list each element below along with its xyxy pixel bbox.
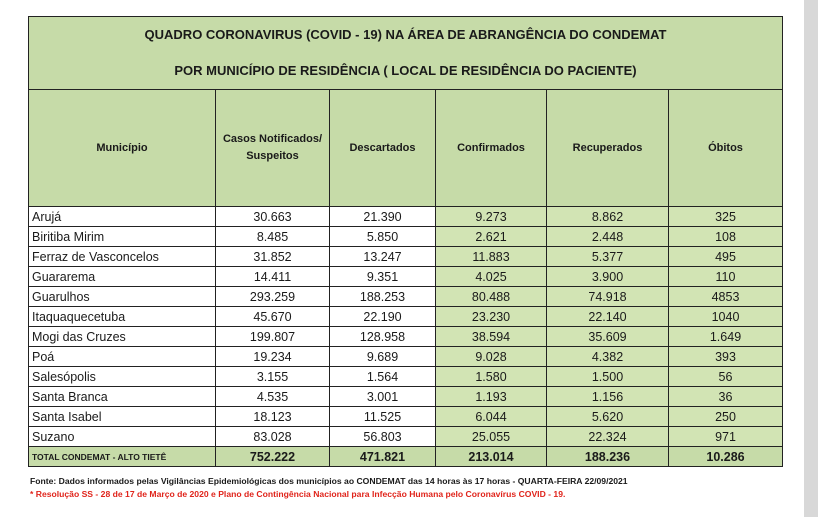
cell-recuperados: 1.500: [547, 367, 669, 387]
cell-obitos: 1040: [669, 307, 783, 327]
table-row: [29, 247, 783, 267]
cell-obitos: 1.649: [669, 327, 783, 347]
cell-municipio: Arujá: [29, 207, 216, 227]
cell-recuperados: 5.377: [547, 247, 669, 267]
table-row: [29, 327, 783, 347]
cell-casos: 45.670: [216, 307, 330, 327]
total-row: [29, 447, 783, 467]
cell-confirmados: 23.230: [436, 307, 547, 327]
cell-municipio: Guararema: [29, 267, 216, 287]
cell-descartados: 3.001: [330, 387, 436, 407]
cell-obitos: 4853: [669, 287, 783, 307]
table-row: [29, 267, 783, 287]
table-row: [29, 427, 783, 447]
cell-descartados: 5.850: [330, 227, 436, 247]
cell-obitos: 393: [669, 347, 783, 367]
col-header-recuperados: Recuperados: [547, 90, 669, 207]
cell-obitos: 250: [669, 407, 783, 427]
table-row: [29, 207, 783, 227]
cell-casos: 293.259: [216, 287, 330, 307]
cell-obitos: 36: [669, 387, 783, 407]
cell-municipio: Itaquaquecetuba: [29, 307, 216, 327]
col-header-obitos: Óbitos: [669, 90, 783, 207]
col-header-confirmados: Confirmados: [436, 90, 547, 207]
cell-obitos: 56: [669, 367, 783, 387]
cell-descartados: 9.689: [330, 347, 436, 367]
cell-municipio: Santa Isabel: [29, 407, 216, 427]
cell-confirmados: 9.028: [436, 347, 547, 367]
cell-casos: 3.155: [216, 367, 330, 387]
cell-casos: 31.852: [216, 247, 330, 267]
table-row: [29, 307, 783, 327]
cell-confirmados: 4.025: [436, 267, 547, 287]
cell-confirmados: 25.055: [436, 427, 547, 447]
cell-municipio: Ferraz de Vasconcelos: [29, 247, 216, 267]
cell-municipio: Biritiba Mirim: [29, 227, 216, 247]
total-descartados: 471.821: [330, 447, 436, 467]
cell-casos: 199.807: [216, 327, 330, 347]
cell-confirmados: 2.621: [436, 227, 547, 247]
cell-obitos: 110: [669, 267, 783, 287]
table-row: [29, 347, 783, 367]
cell-municipio: Salesópolis: [29, 367, 216, 387]
cell-descartados: 1.564: [330, 367, 436, 387]
table-row: [29, 227, 783, 247]
cell-recuperados: 1.156: [547, 387, 669, 407]
cell-casos: 8.485: [216, 227, 330, 247]
resolution-note: * Resolução SS - 28 de 17 de Março de 2020 e Plano de Contingência Nacional para Infecção Humana pelo Coronavírus COVID - 19.: [30, 489, 566, 499]
title-line-2: POR MUNICÍPIO DE RESIDÊNCIA ( LOCAL DE RESIDÊNCIA DO PACIENTE): [174, 63, 637, 78]
cell-casos: 83.028: [216, 427, 330, 447]
window-edge: [804, 0, 818, 517]
total-obitos: 10.286: [669, 447, 783, 467]
cell-confirmados: 1.193: [436, 387, 547, 407]
cell-confirmados: 9.273: [436, 207, 547, 227]
cell-obitos: 325: [669, 207, 783, 227]
cell-municipio: Poá: [29, 347, 216, 367]
cell-obitos: 108: [669, 227, 783, 247]
cell-confirmados: 6.044: [436, 407, 547, 427]
cell-municipio: Mogi das Cruzes: [29, 327, 216, 347]
cell-recuperados: 2.448: [547, 227, 669, 247]
cell-descartados: 11.525: [330, 407, 436, 427]
cell-recuperados: 5.620: [547, 407, 669, 427]
cell-casos: 14.411: [216, 267, 330, 287]
cell-recuperados: 8.862: [547, 207, 669, 227]
cell-confirmados: 38.594: [436, 327, 547, 347]
cell-recuperados: 4.382: [547, 347, 669, 367]
cell-municipio: Santa Branca: [29, 387, 216, 407]
cell-descartados: 9.351: [330, 267, 436, 287]
cell-confirmados: 1.580: [436, 367, 547, 387]
total-label: TOTAL CONDEMAT - ALTO TIETÊ: [29, 447, 216, 467]
col-header-descartados: Descartados: [330, 90, 436, 207]
cell-descartados: 188.253: [330, 287, 436, 307]
table-row: [29, 367, 783, 387]
cell-confirmados: 11.883: [436, 247, 547, 267]
cell-obitos: 971: [669, 427, 783, 447]
cell-casos: 19.234: [216, 347, 330, 367]
total-casos: 752.222: [216, 447, 330, 467]
total-recuperados: 188.236: [547, 447, 669, 467]
cell-casos: 18.123: [216, 407, 330, 427]
table-title: [29, 17, 783, 90]
cell-descartados: 13.247: [330, 247, 436, 267]
cell-recuperados: 22.140: [547, 307, 669, 327]
total-confirmados: 213.014: [436, 447, 547, 467]
col-header-municipio: Município: [29, 90, 216, 207]
cell-recuperados: 35.609: [547, 327, 669, 347]
source-note: Fonte: Dados informados pelas Vigilâncias Epidemiológicas dos municípios ao CONDEMAT das 14 horas às 17 horas - QUARTA-FEIRA 22/09/2021: [30, 476, 628, 486]
cell-recuperados: 74.918: [547, 287, 669, 307]
table-row: [29, 287, 783, 307]
table-row: [29, 407, 783, 427]
cell-casos: 4.535: [216, 387, 330, 407]
table-row: [29, 387, 783, 407]
cell-recuperados: 3.900: [547, 267, 669, 287]
cell-obitos: 495: [669, 247, 783, 267]
cell-casos: 30.663: [216, 207, 330, 227]
title-line-1: QUADRO CORONAVIRUS (COVID - 19) NA ÁREA DE ABRANGÊNCIA DO CONDEMAT: [144, 27, 667, 42]
cell-descartados: 128.958: [330, 327, 436, 347]
header-row: [29, 90, 783, 207]
cell-municipio: Guarulhos: [29, 287, 216, 307]
covid-table: [28, 16, 783, 467]
cell-descartados: 22.190: [330, 307, 436, 327]
cell-municipio: Suzano: [29, 427, 216, 447]
col-header-casos: Casos Notificados/ Suspeitos: [216, 90, 330, 207]
cell-descartados: 21.390: [330, 207, 436, 227]
cell-confirmados: 80.488: [436, 287, 547, 307]
cell-descartados: 56.803: [330, 427, 436, 447]
cell-recuperados: 22.324: [547, 427, 669, 447]
